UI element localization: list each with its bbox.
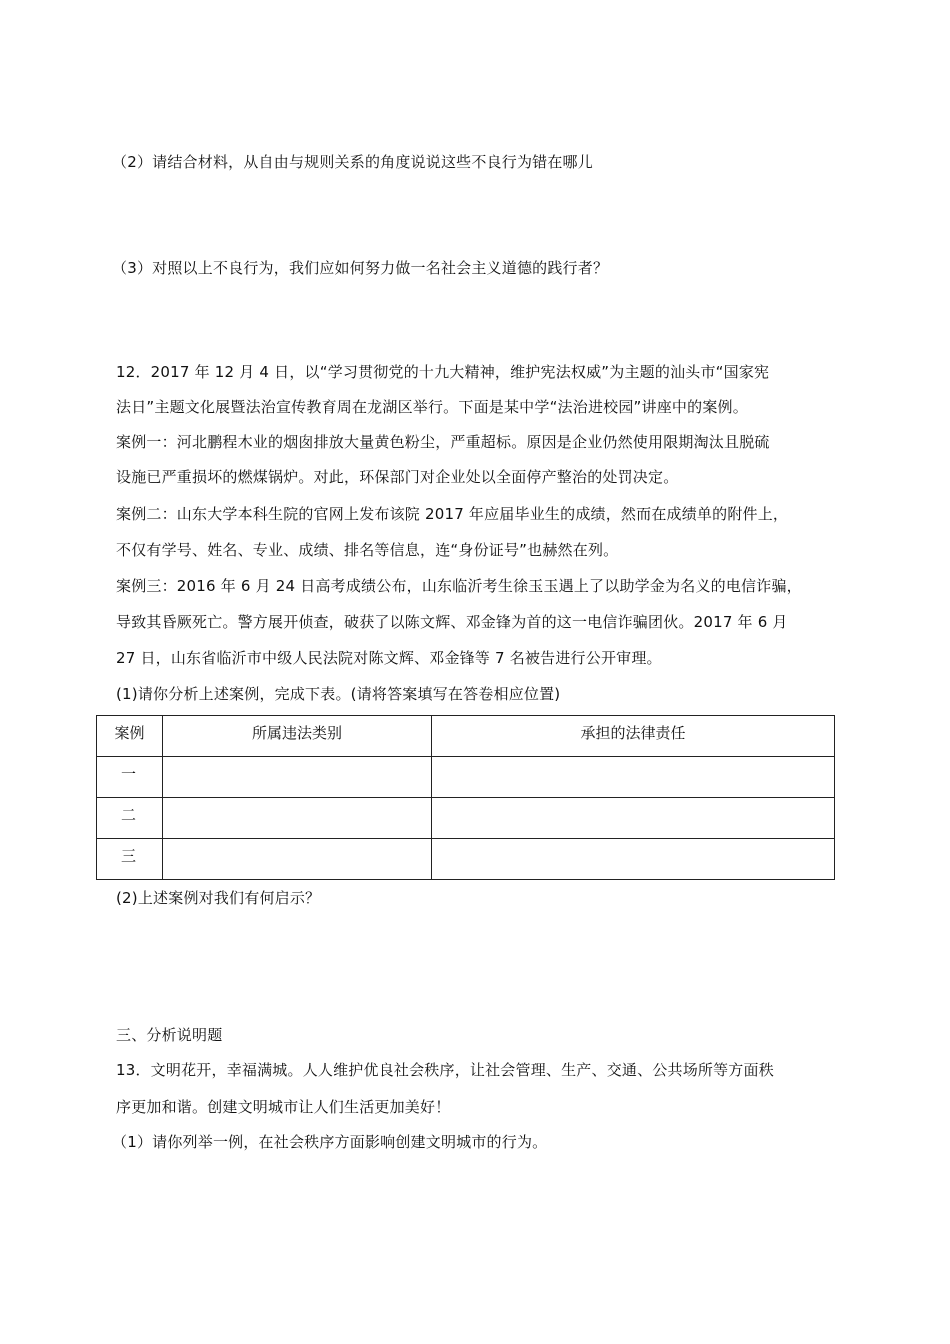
q12-sub2: (2)上述案例对我们有何启示？ <box>116 889 321 907</box>
q11-sub3: （3）对照以上不良行为，我们应如何努力做一名社会主义道德的践行者？ <box>112 259 609 277</box>
q13-line1: 13．文明花开，幸福满城。人人维护优良社会秩序，让社会管理、生产、交通、公共场所等方面秩 <box>116 1061 774 1079</box>
table-row <box>97 798 835 839</box>
q12-case3-line2: 导致其昏厥死亡。警方展开侦查，破获了以陈文辉、邓金锋为首的这一电信诈骗团伙。2017 年 6 月 <box>116 613 788 631</box>
q12-intro-line1: 12．2017 年 12 月 4 日，以“学习贯彻党的十九大精神，维护宪法权威”为主题的汕头市“国家宪 <box>116 363 770 381</box>
q13-line2: 序更加和谐。创建文明城市让人们生活更加美好！ <box>116 1098 451 1116</box>
table-cell-answer[interactable] <box>432 798 835 839</box>
q12-case3-line1: 案例三：2016 年 6 月 24 日高考成绩公布，山东临沂考生徐玉玉遇上了以助学金为名义的电信诈骗， <box>116 577 802 595</box>
table-row-label: 三 <box>97 839 163 880</box>
table-row-label: 二 <box>97 798 163 839</box>
answer-table <box>96 715 835 880</box>
q12-intro-line2: 法日”主题文化展暨法治宣传教育周在龙湖区举行。下面是某中学“法治进校园”讲座中的案例。 <box>116 398 748 416</box>
table-row-label: 一 <box>97 757 163 798</box>
section3-title: 三、分析说明题 <box>116 1026 223 1044</box>
table-cell-answer[interactable] <box>163 839 432 880</box>
q11-sub2: （2）请结合材料，从自由与规则关系的角度说说这些不良行为错在哪儿 <box>112 153 593 171</box>
q12-case1-line2: 设施已严重损坏的燃煤锅炉。对此，环保部门对企业处以全面停产整治的处罚决定。 <box>116 468 679 486</box>
q12-sub1: (1)请你分析上述案例，完成下表。(请将答案填写在答卷相应位置) <box>116 685 561 703</box>
table-cell-answer[interactable] <box>432 757 835 798</box>
table-cell-answer[interactable] <box>163 798 432 839</box>
table-cell-answer[interactable] <box>432 839 835 880</box>
q12-case2-line1: 案例二：山东大学本科生院的官网上发布该院 2017 年应届毕业生的成绩，然而在成绩单的附件上， <box>116 505 789 523</box>
table-cell-answer[interactable] <box>163 757 432 798</box>
table-header-row <box>97 716 835 757</box>
table-header-case: 案例 <box>97 716 163 757</box>
q13-sub1: （1）请你列举一例，在社会秩序方面影响创建文明城市的行为。 <box>112 1133 548 1151</box>
q12-case3-line3: 27 日，山东省临沂市中级人民法院对陈文辉、邓金锋等 7 名被告进行公开审理。 <box>116 649 662 667</box>
table-header-category: 所属违法类别 <box>163 716 432 757</box>
table-header-liability: 承担的法律责任 <box>432 716 835 757</box>
table-row <box>97 757 835 798</box>
q12-case1-line1: 案例一：河北鹏程木业的烟囱排放大量黄色粉尘，严重超标。原因是企业仍然使用限期淘汰且脱硫 <box>116 433 770 451</box>
q12-case2-line2: 不仅有学号、姓名、专业、成绩、排名等信息，连“身份证号”也赫然在列。 <box>116 541 619 559</box>
table-row <box>97 839 835 880</box>
